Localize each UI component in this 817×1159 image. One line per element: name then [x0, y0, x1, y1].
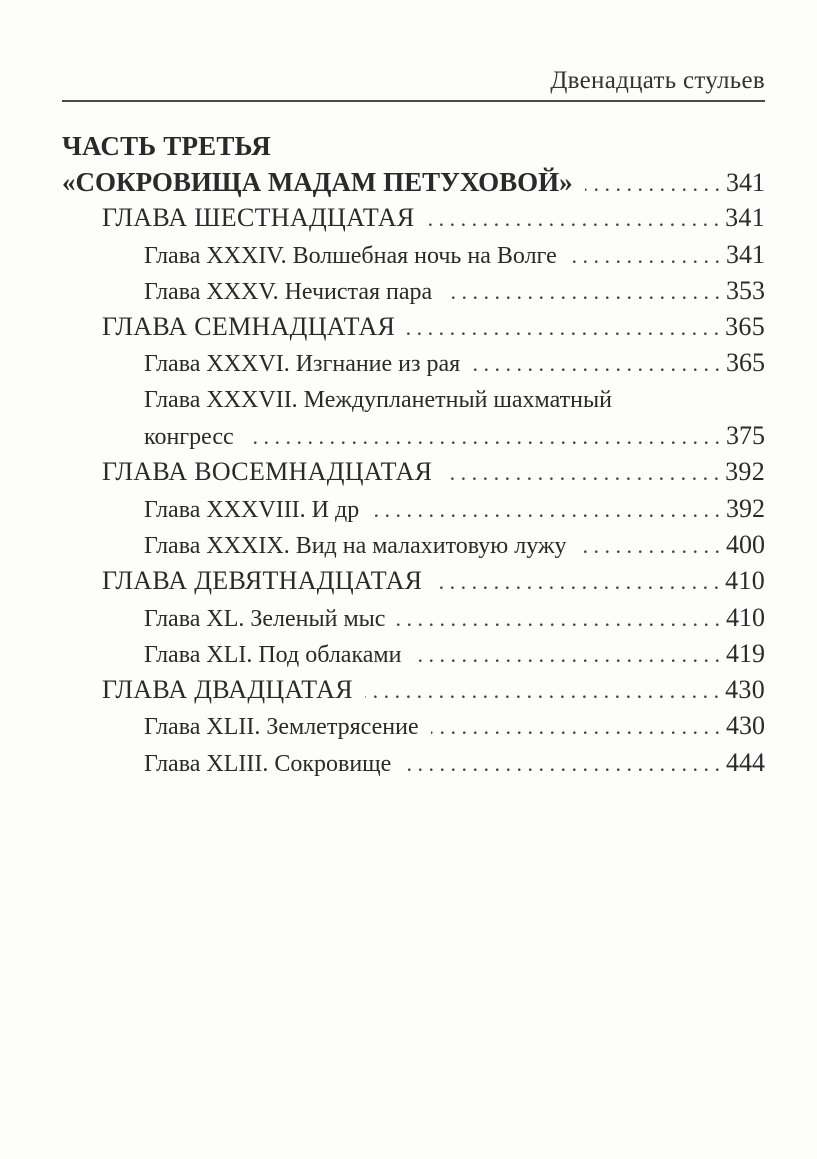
- dot-leader: [397, 601, 720, 637]
- toc-page-number: 430: [726, 711, 765, 741]
- toc-entry-title: ГЛАВА ДВАДЦАТАЯ: [102, 675, 353, 705]
- part-label: ЧАСТЬ ТРЕТЬЯ: [62, 131, 271, 161]
- toc-page-number: 410: [726, 602, 765, 632]
- toc-entry-title: Глава XXXIV. Волшебная ночь на Волге: [144, 242, 557, 269]
- toc-entry-title: Глава XLI. Под облаками: [144, 641, 402, 668]
- toc-entry-chapter[interactable]: [62, 600, 765, 636]
- toc-page-number: 410: [725, 566, 765, 596]
- toc-entry-title: ГЛАВА СЕМНАДЦАТАЯ: [102, 312, 396, 342]
- toc-entry-title: «СОКРОВИЩА МАДАМ ПЕТУХОВОЙ»: [62, 167, 573, 197]
- toc-entry-title-line1[interactable]: Глава XXXVII. Междупланетный шахматный: [144, 386, 612, 413]
- dot-leader: [578, 528, 720, 564]
- dot-leader: [426, 201, 719, 237]
- dot-leader: [444, 455, 719, 491]
- dot-leader: [365, 673, 719, 709]
- toc-entry-chapter[interactable]: [62, 237, 765, 273]
- dot-leader: [431, 709, 720, 745]
- dot-leader: [585, 166, 720, 202]
- dot-leader: [413, 637, 720, 673]
- toc-page-number: 444: [726, 747, 765, 777]
- toc-entry-section[interactable]: [62, 563, 765, 599]
- toc-page-number: 353: [726, 275, 765, 305]
- dot-leader: [403, 746, 720, 782]
- toc-page-number: 375: [726, 421, 765, 451]
- toc-entry-chapter[interactable]: [62, 708, 765, 744]
- dot-leader: [371, 492, 720, 528]
- dot-leader: [434, 564, 719, 600]
- toc-entry-chapter[interactable]: [62, 527, 765, 563]
- toc-entry-title: Глава XXXVIII. И др: [144, 496, 360, 523]
- dot-leader: [472, 346, 720, 382]
- toc-entry-section[interactable]: [62, 454, 765, 490]
- dot-leader: [407, 310, 719, 346]
- toc-entry-chapter[interactable]: [62, 491, 765, 527]
- toc-entry-title: конгресс: [144, 424, 234, 451]
- toc-entry-part[interactable]: [62, 164, 765, 200]
- toc-page-number: 392: [726, 493, 765, 523]
- toc-entry-title: ГЛАВА ВОСЕМНАДЦАТАЯ: [102, 457, 433, 487]
- table-of-contents: [62, 128, 765, 781]
- toc-entry-section[interactable]: [62, 200, 765, 236]
- book-title: Двенадцать стульев: [550, 67, 765, 94]
- toc-page-number: 341: [726, 239, 765, 269]
- toc-entry-section[interactable]: [62, 672, 765, 708]
- toc-page-number: 365: [726, 348, 765, 378]
- toc-page-number: 400: [726, 529, 765, 559]
- dot-leader: [569, 238, 720, 274]
- toc-entry-chapter[interactable]: [62, 636, 765, 672]
- toc-entry-chapter[interactable]: [62, 345, 765, 381]
- toc-entry-title: Глава XL. Зеленый мыс: [144, 605, 386, 632]
- dot-leader: [246, 419, 720, 455]
- toc-entry-title: ГЛАВА ШЕСТНАДЦАТАЯ: [102, 203, 415, 233]
- toc-page-number: 365: [725, 312, 765, 342]
- toc-page-number: 341: [725, 203, 765, 233]
- toc-entry-title: Глава XLIII. Сокровище: [144, 750, 392, 777]
- toc-page-number: 430: [725, 675, 765, 705]
- toc-entry-title: Глава XXXIX. Вид на малахитовую лужу: [144, 532, 567, 559]
- running-head: [62, 68, 765, 102]
- toc-entry-chapter[interactable]: [62, 745, 765, 781]
- toc-entry-title: Глава XLII. Землетрясение: [144, 714, 419, 741]
- dot-leader: [444, 274, 720, 310]
- toc-entry-section[interactable]: [62, 309, 765, 345]
- toc-entry-chapter[interactable]: [62, 273, 765, 309]
- toc-page-number: 419: [726, 638, 765, 668]
- toc-entry-title: Глава XXXVI. Изгнание из рая: [144, 351, 461, 378]
- toc-page-number: 341: [726, 168, 765, 197]
- toc-page-number: 392: [725, 457, 765, 487]
- toc-entry-title: Глава XXXV. Нечистая пара: [144, 278, 433, 305]
- toc-entry-chapter[interactable]: [62, 418, 765, 454]
- toc-entry-title: ГЛАВА ДЕВЯТНАДЦАТАЯ: [102, 566, 423, 596]
